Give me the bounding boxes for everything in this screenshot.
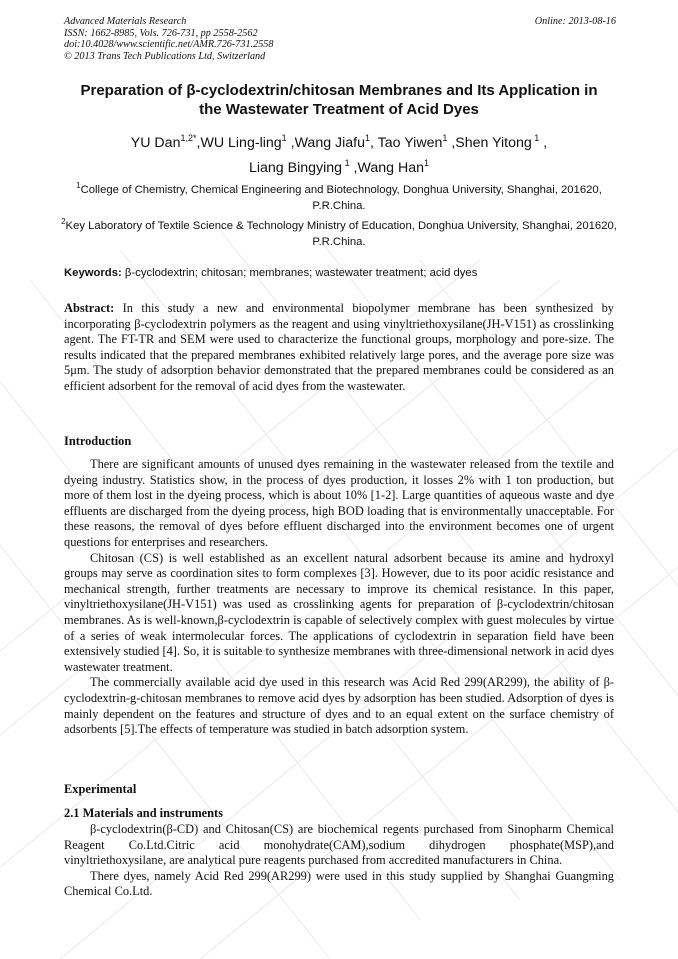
abstract-text: In this study a new and environmental biopolymer membrane has been synthesized by incorporating β-cyclodextrin polymers as the reagent and using vinyltriethoxysilane(JH-V151) as crosslinking agent. The FT-TR and SEM were used to characterize the functional groups, morphology and pore-size. The results indicated that the prepared membranes exhibited relatively large pores, and the average pore size was 5μm. The study of adsorption behavior demonstrated that the prepared membranes could be considered as an efficient adsorbent for the removal of acid dyes from the wastewater. (64, 301, 614, 393)
author-affil-mark: 1 (281, 133, 287, 143)
author-affil-mark: 1 (342, 158, 350, 168)
author-line-2 (40, 156, 638, 181)
author-affil-mark: 1,2* (180, 133, 197, 143)
author-name: YU Dan (130, 135, 181, 151)
paragraph: There dyes, namely Acid Red 299(AR299) were used in this study supplied by Shanghai Guangming Chemical Co.Ltd. (64, 868, 614, 899)
author-separator: , (370, 135, 378, 151)
paper-title-line-1: Preparation of β-cyclodextrin/chitosan Membranes and Its Application in (80, 82, 598, 99)
abstract-label: Abstract: (64, 301, 115, 315)
paragraph: Chitosan (CS) is well established as an excellent natural adsorbent because its amine and hydroxyl groups may serve as coordination sites to form complexes [3]. However, due to its poor acidic resistance and mechanical strength, further treatments are necessary to improve its chemical resistance. In this paper, vinyltriethoxysilane(JH-V151) was used as crosslinking agents for preparation of β-cyclodextrin/chitosan membranes. As is well-known,β-cyclodextrin is capable of selectively complex with guest molecules by virtue of a series of weak intermolecular forces. The applications of cyclodextrin in separation field have been extensively studied [4]. So, it is suitable to synthesize membranes with three-dimensional network in acid dyes wastewater treatment. (64, 550, 614, 674)
journal-issn: ISSN: 1662-8985, Vols. 726-731, pp 2558-2562 (64, 27, 258, 39)
introduction-heading: Introduction (64, 434, 132, 448)
affiliation-text: College of Chemistry, Chemical Engineering and Biotechnology, Donghua University, Shanghai, 201620, P.R.China. (80, 184, 602, 212)
author-affil-mark: 1 (423, 158, 429, 168)
author-line-1 (40, 131, 638, 156)
author-affil-mark: 1 (442, 133, 448, 143)
author-affil-mark: 1 (531, 133, 540, 143)
author-name: WU Ling-ling (200, 135, 282, 151)
affiliation-mark: 2 (61, 217, 66, 226)
experimental-heading: Experimental (64, 782, 137, 796)
author-affil-mark: 1 (365, 133, 371, 143)
author-name: Wang Han (357, 160, 424, 176)
affiliation-2 (60, 219, 618, 250)
journal-copyright: © 2013 Trans Tech Publications Ltd, Switzerland (64, 50, 266, 62)
author-name: Shen Yitong (455, 135, 532, 151)
author-separator: , (539, 135, 548, 151)
paragraph: There are significant amounts of unused dyes remaining in the wastewater released from the textile and dyeing industry. Statistics show, in the process of dyes production, it losses 2% with 1 ton production, but more of them lost in the dyeing process, which is about 10% [1-2]. Large quantities of aqueous waste and dye effluents are discharged from the dyeing process, high BOD loading that is environmentally unacceptable. For these reasons, the removal of dyes before effluent discharged into the environment becomes one of urgent questions for enterprises and researchers. (64, 457, 614, 549)
journal-doi[interactable]: doi:10.4028/www.scientific.net/AMR.726-731.2558 (64, 39, 274, 51)
introduction-body (64, 457, 614, 738)
materials-subheading: 2.1 Materials and instruments (64, 806, 224, 820)
keywords-label: Keywords: (64, 267, 122, 279)
author-separator: , (196, 135, 201, 151)
affiliation-mark: 1 (76, 181, 81, 190)
paragraph: The commercially available acid dye used in this research was Acid Red 299(AR299), the ability of β-cyclodextrin-g-chitosan membranes to remove acid dyes by adsorption has been studied. Adsorption of dyes is mainly dependent on the features and structure of dyes and to an equal extent on the surface chemistry of adsorbents [5].The effects of temperature was studied in batch adsorption system. (64, 675, 614, 737)
author-list (40, 131, 638, 181)
affiliation-text: Key Laboratory of Textile Science & Technology Ministry of Education, Donghua University, Shanghai, 201620, P.R.China. (65, 220, 617, 248)
keywords (64, 267, 624, 279)
author-separator: , (447, 135, 456, 151)
experimental-body (64, 822, 614, 900)
online-date: Online: 2013-08-16 (534, 16, 616, 27)
abstract (64, 301, 614, 395)
paper-title (50, 81, 628, 119)
affiliation-1 (60, 183, 618, 214)
author-separator: , (286, 135, 295, 151)
author-name: Wang Jiafu (294, 135, 366, 151)
keywords-text: β-cyclodextrin; chitosan; membranes; wastewater treatment; acid dyes (124, 267, 478, 279)
author-name: Liang Bingying (248, 160, 343, 176)
journal-name: Advanced Materials Research (64, 16, 187, 27)
paragraph: β-cyclodextrin(β-CD) and Chitosan(CS) are biochemical regents purchased from Sinopharm Chemical Reagent Co.Ltd.Citric acid monohydrate(CAM),sodium dihydrogen phosphate(MSP),and vinyltriethoxysilane, are analytical pure reagents purchased from accredited manufacturers in China. (64, 822, 614, 868)
author-name: Tao Yiwen (377, 135, 443, 151)
author-separator: , (349, 160, 358, 176)
journal-header (64, 16, 273, 62)
paper-title-line-2: the Wastewater Treatment of Acid Dyes (199, 101, 479, 118)
